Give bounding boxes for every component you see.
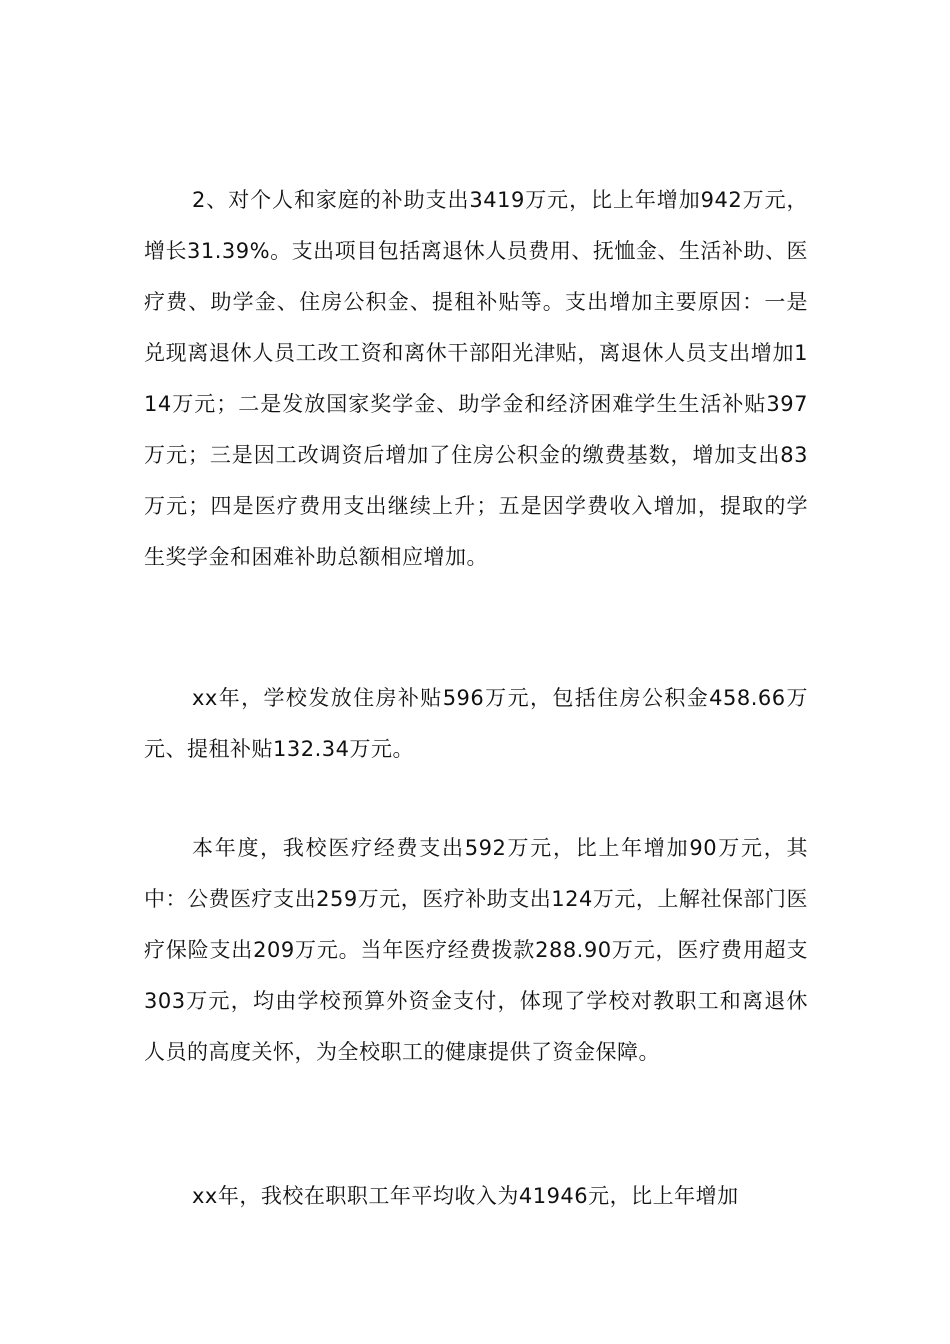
paragraph-subsidy-expenditure: 2、对个人和家庭的补助支出3419万元，比上年增加942万元，增长31.39%。支出项目包括离退休人员费用、抚恤金、生活补助、医疗费、助学金、住房公积金、提租补贴等。支出增加主要原因：一是兑现离退休人员工改工资和离休干部阳光津贴，离退休人员支出增加114万元；二是发放国家奖学金、助学金和经济困难学生生活补贴397万元；三是因工改调资后增加了住房公积金的缴费基数，增加支出83万元；四是医疗费用支出继续上升；五是因学费收入增加，提取的学生奖学金和困难补助总额相应增加。 [144,188,808,569]
paragraph-staff-income: xx年，我校在职职工年平均收入为41946元，比上年增加 [192,1184,739,1208]
paragraph-medical-expenditure: 本年度，我校医疗经费支出592万元，比上年增加90万元，其中：公费医疗支出259万元，医疗补助支出124万元，上解社保部门医疗保险支出209万元。当年医疗经费拨款288.90万元，医疗费用超支303万元，均由学校预算外资金支付，体现了学校对教职工和离退休人员的高度关怀，为全校职工的健康提供了资金保障。 [144,836,808,1064]
paragraph-housing-subsidy: xx年，学校发放住房补贴596万元，包括住房公积金458.66万元、提租补贴132.34万元。 [144,686,808,761]
